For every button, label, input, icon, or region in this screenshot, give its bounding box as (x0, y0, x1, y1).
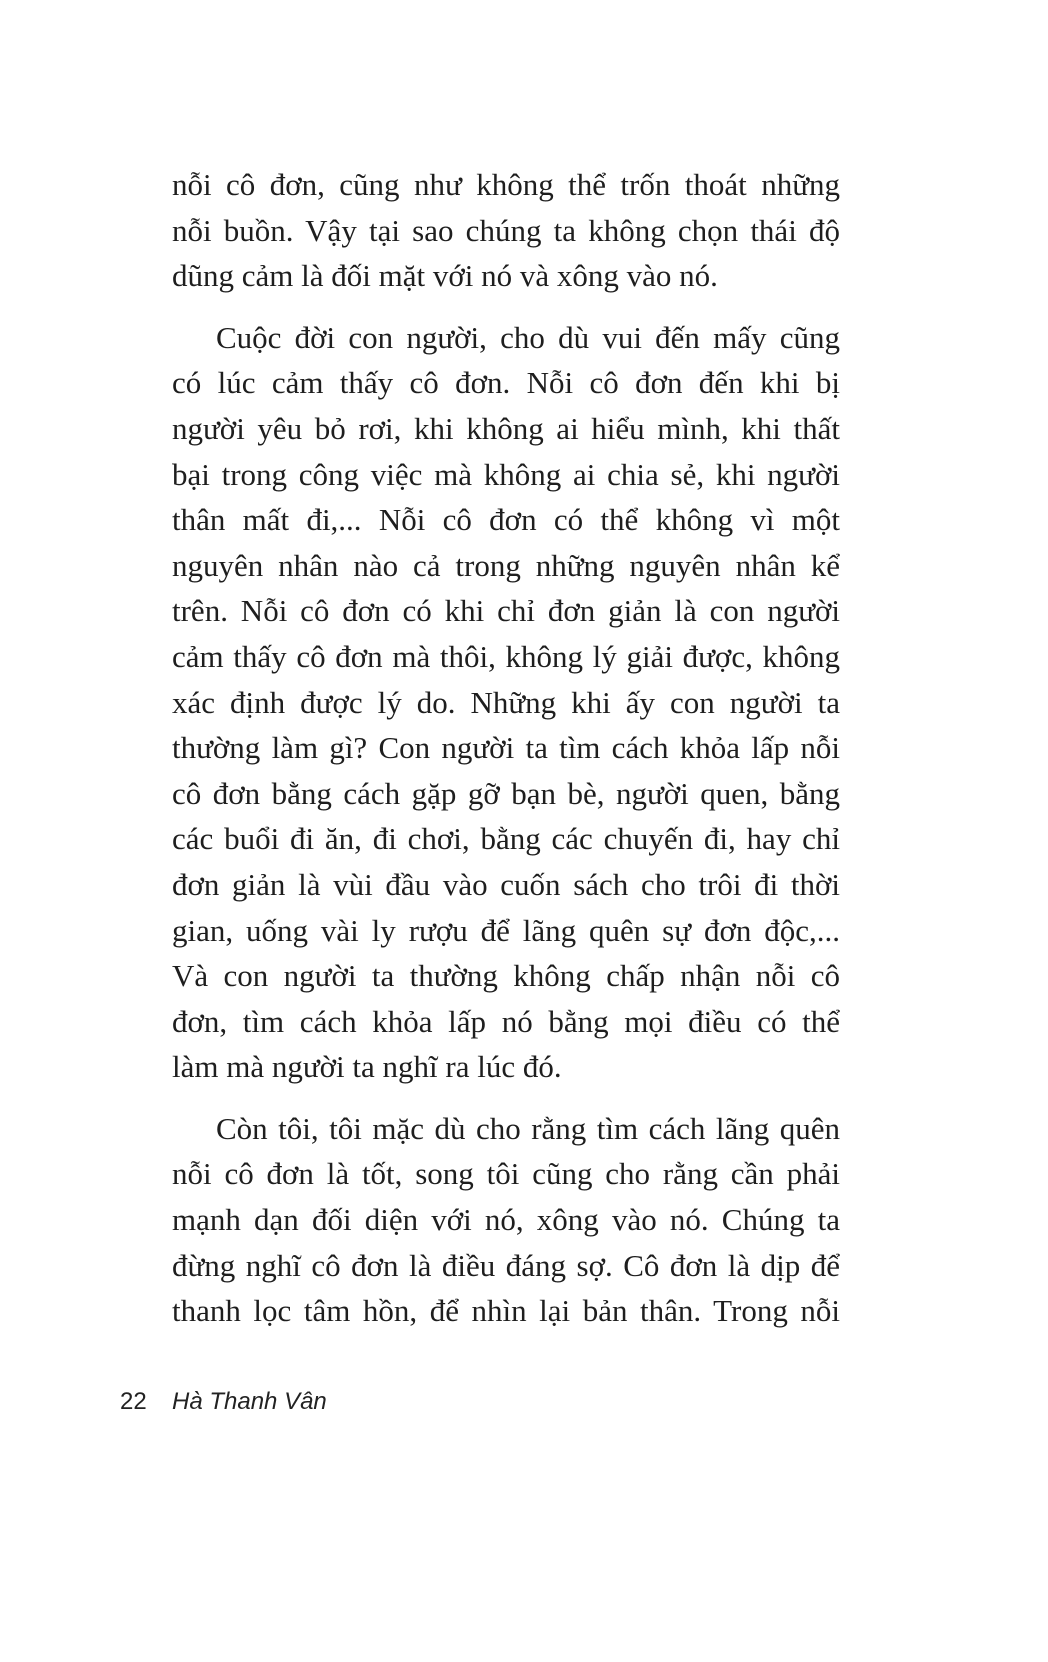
text-line: nỗi buồn. Vậy tại sao chúng ta không chọn thái độ (172, 212, 840, 248)
text-line: nỗi cô đơn, cũng như không thể trốn thoát những (172, 167, 840, 202)
text-line: dũng cảm là đối mặt với nó và xông vào nó. (172, 258, 718, 294)
text-line: thân mất đi,... Nỗi cô đơn có thể không vì một (172, 502, 840, 538)
text-line: bại trong công việc mà không ai chia sẻ, khi người (172, 456, 840, 492)
text-line: thường làm gì? Con người ta tìm cách khỏa lấp nỗi (172, 730, 840, 766)
running-footer-author: Hà Thanh Vân (172, 1388, 327, 1415)
text-line: nỗi cô đơn là tốt, song tôi cũng cho rằng cần phải (172, 1156, 840, 1192)
body-text (172, 162, 840, 1350)
text-line: đơn, tìm cách khỏa lấp nó bằng mọi điều có thể (172, 1003, 840, 1039)
text-line: Và con người ta thường không chấp nhận nỗi cô (172, 958, 840, 994)
paragraph (172, 1106, 840, 1334)
text-line: cô đơn bằng cách gặp gỡ bạn bè, người quen, bằng (172, 775, 840, 811)
text-line: các buổi đi ăn, đi chơi, bằng các chuyến đi, hay chỉ (172, 821, 840, 857)
text-line: cảm thấy cô đơn mà thôi, không lý giải được, không (172, 638, 840, 674)
text-line: làm mà người ta nghĩ ra lúc đó. (172, 1049, 562, 1085)
page-number: 22 (120, 1388, 147, 1415)
text-line: Cuộc đời con người, cho dù vui đến mấy cũng (216, 319, 840, 355)
text-line: có lúc cảm thấy cô đơn. Nỗi cô đơn đến khi bị (172, 365, 840, 401)
text-line: Còn tôi, tôi mặc dù cho rằng tìm cách lãng quên (216, 1110, 840, 1146)
text-line: xác định được lý do. Những khi ấy con người ta (172, 684, 840, 720)
text-line: đừng nghĩ cô đơn là điều đáng sợ. Cô đơn là dịp để (172, 1247, 840, 1283)
text-line: người yêu bỏ rơi, khi không ai hiểu mình, khi thất (172, 410, 840, 446)
text-line: đơn giản là vùi đầu vào cuốn sách cho trôi đi thời (172, 866, 840, 902)
text-line: nguyên nhân nào cả trong những nguyên nhân kể (172, 547, 840, 583)
text-line: gian, uống vài ly rượu để lãng quên sự đơn độc,... (172, 912, 840, 948)
text-line: thanh lọc tâm hồn, để nhìn lại bản thân. Trong nỗi (172, 1293, 840, 1329)
paragraph (172, 315, 840, 1090)
page-footer (120, 1388, 327, 1416)
text-line: trên. Nỗi cô đơn có khi chỉ đơn giản là con người (172, 593, 840, 629)
paragraph (172, 162, 840, 299)
text-line: mạnh dạn đối diện với nó, xông vào nó. Chúng ta (172, 1202, 840, 1238)
